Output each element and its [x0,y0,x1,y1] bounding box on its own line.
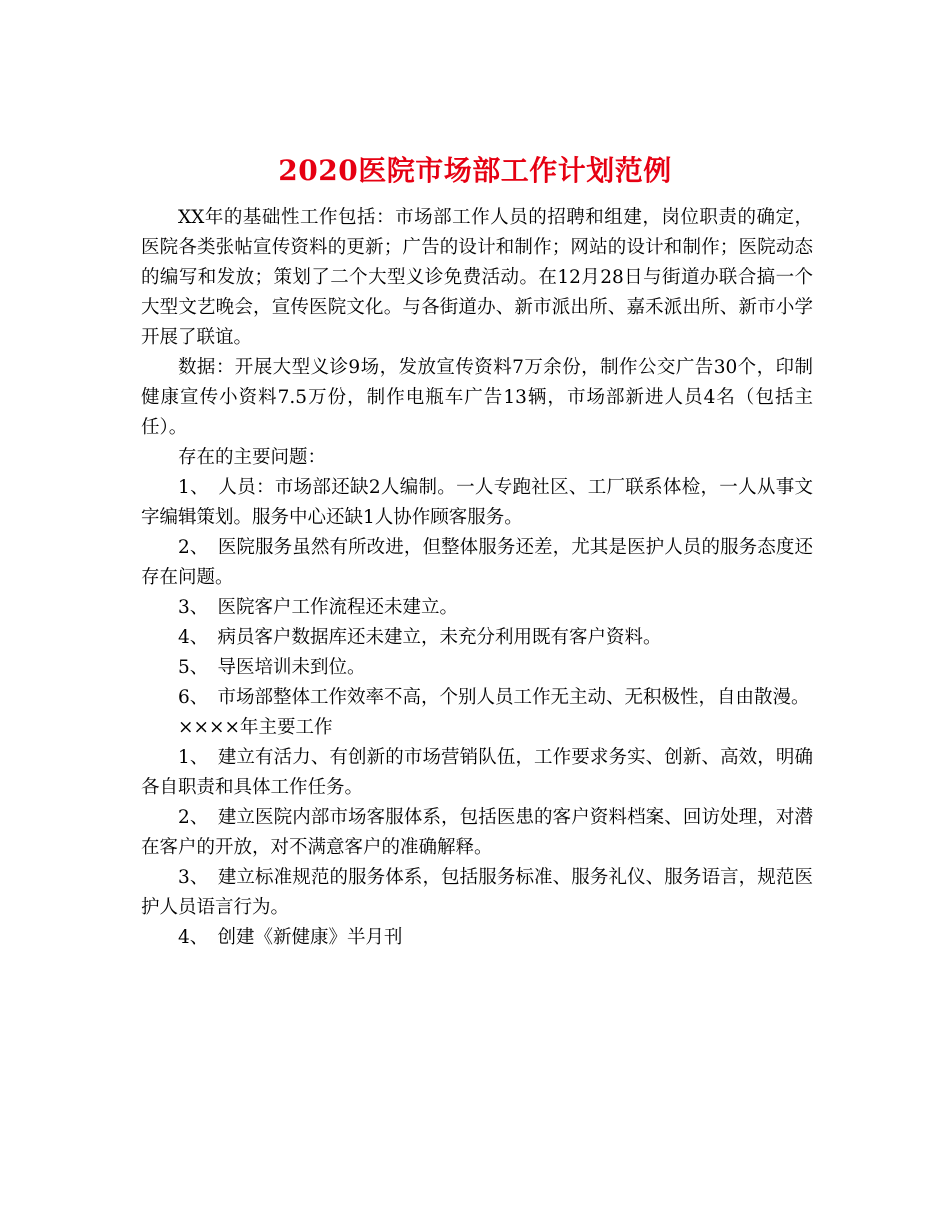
paragraph-work-heading: ××××年主要工作 [178,717,333,738]
paragraph-problem-4: 4、 病员客户数据库还未建立，未充分利用既有客户资料。 [178,627,662,648]
paragraph-problem-6: 6、 市场部整体工作效率不高，个别人员工作无主动、无积极性，自由散漫。 [178,687,810,708]
document-title: 2020医院市场部工作计划范例 [278,153,672,187]
paragraph-data: 数据：开展大型义诊9场，发放宣传资料7万余份，制作公交广告30个，印制健康宣传小资料7.5万份，制作电瓶车广告13辆，市场部新进人员4名（包括主任）。 [141,357,813,438]
paragraph-work-3: 3、 建立标准规范的服务体系，包括服务标准、服务礼仪、服务语言，规范医护人员语言行为。 [141,867,813,918]
paragraph-problem-5: 5、 导医培训未到位。 [178,657,366,678]
paragraph-summary: XX年的基础性工作包括：市场部工作人员的招聘和组建，岗位职责的确定，医院各类张帖宣传资料的更新；广告的设计和制作；网站的设计和制作；医院动态的编写和发放；策划了二个大型义诊免费活动。在12月28日与街道办联合搞一个大型文艺晚会，宣传医院文化。与各街道办、新市派出所、嘉禾派出所、新市小学开展了联谊。 [141,207,813,348]
paragraph-problem-2: 2、 医院服务虽然有所改进，但整体服务还差，尤其是医护人员的服务态度还存在问题。 [141,537,813,588]
paragraph-work-2: 2、 建立医院内部市场客服体系，包括医患的客户资料档案、回访处理，对潜在客户的开放，对不满意客户的准确解释。 [141,807,813,858]
paragraph-problems-heading: 存在的主要问题： [178,447,327,468]
paragraph-problem-1: 1、 人员：市场部还缺2人编制。一人专跑社区、工厂联系体检，一人从事文字编辑策划。服务中心还缺1人协作顾客服务。 [141,477,813,528]
paragraph-work-4: 4、 创建《新健康》半月刊 [178,927,403,948]
paragraph-work-1: 1、 建立有活力、有创新的市场营销队伍，工作要求务实、创新、高效，明确各自职责和具体工作任务。 [141,747,813,798]
document-body [141,203,813,953]
paragraph-problem-3: 3、 医院客户工作流程还未建立。 [178,597,459,618]
